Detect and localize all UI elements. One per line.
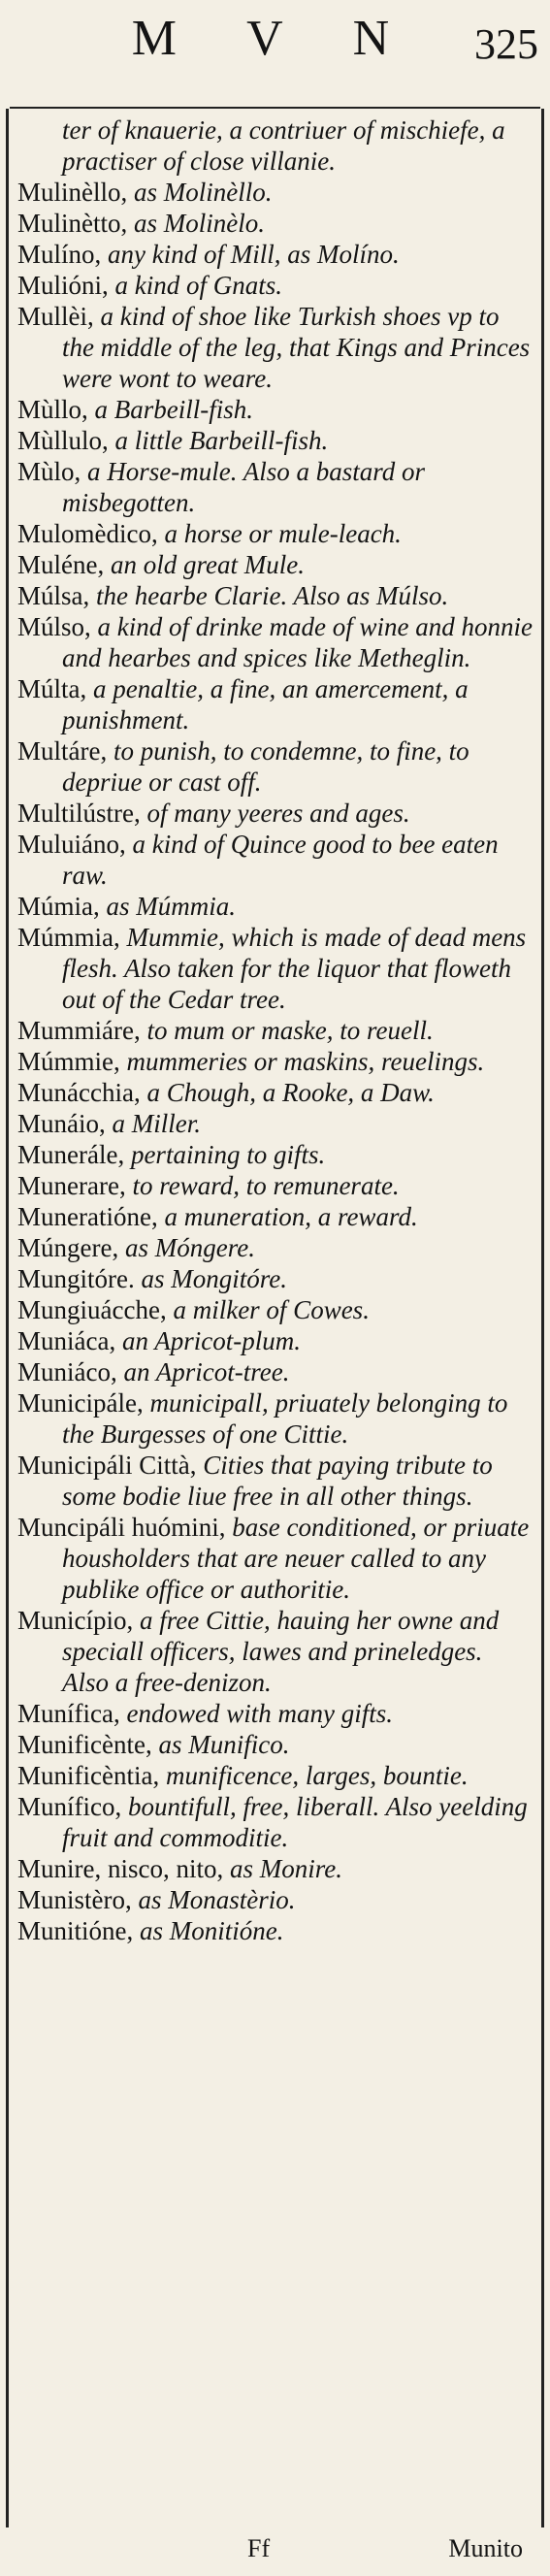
entry-headword: Munífico, — [17, 1792, 122, 1821]
dictionary-entry — [17, 829, 533, 891]
entry-definition: as Múmmia. — [99, 892, 236, 921]
entry-headword: Múlsa, — [17, 581, 90, 610]
entry-definition: a kind of shoe like Turkish shoes vp to the middle of the leg, that Kings and Princes were wont to weare. — [62, 302, 531, 393]
entry-headword: Múlta, — [17, 674, 87, 703]
entry-headword: Múmia, — [17, 892, 100, 921]
dictionary-entry — [17, 1015, 533, 1046]
entry-headword: Mulióni, — [17, 271, 109, 300]
page-footer — [0, 2534, 550, 2573]
entry-definition: as Munifico. — [151, 1730, 290, 1759]
dictionary-entry — [17, 270, 533, 301]
entry-headword: Mullèi, — [17, 302, 94, 331]
entry-column — [17, 114, 533, 1946]
dictionary-entry — [17, 1356, 533, 1387]
entry-headword: Muléne, — [17, 550, 105, 579]
catchword: Munito — [448, 2534, 523, 2562]
entry-headword: Munistèro, — [17, 1885, 132, 1914]
entry-headword: Mùlo, — [17, 457, 81, 486]
entry-headword: Municipále, — [17, 1388, 144, 1418]
entry-definition: an Apricot-tree. — [116, 1357, 290, 1386]
dictionary-entry — [17, 1046, 533, 1077]
entry-definition: a muneration, a reward. — [157, 1202, 418, 1231]
entry-headword: Município, — [17, 1606, 134, 1635]
dictionary-entry — [17, 1450, 533, 1512]
entry-definition: to mum or maske, to reuell. — [140, 1016, 434, 1045]
dictionary-entry — [17, 1915, 533, 1946]
entry-headword: Múlso, — [17, 612, 91, 641]
entry-definition: base conditioned, or priuate housholders that are neuer called to any publike office or authoritie. — [62, 1513, 530, 1604]
running-head: M V N — [131, 11, 419, 66]
entry-definition: as Molinèlo. — [127, 209, 265, 238]
dictionary-entry — [17, 177, 533, 208]
entry-definition: to punish, to condemne, to fine, to depriue or cast off. — [62, 736, 469, 797]
dictionary-entry — [17, 1387, 533, 1450]
entry-headword: Munerále, — [17, 1140, 125, 1169]
entry-headword: Muniáca, — [17, 1326, 116, 1355]
entry-headword: Multáre, — [17, 736, 108, 766]
page-header — [0, 8, 550, 85]
entry-definition: a free Cittie, hauing her owne and speciall officers, lawes and prineledges. Also a free-denizon. — [62, 1606, 500, 1697]
entry-headword: Mulomèdico, — [17, 519, 158, 548]
dictionary-entry — [17, 1884, 533, 1915]
dictionary-entry — [17, 1729, 533, 1760]
entry-headword: Muncipáli huómini, — [17, 1513, 226, 1542]
dictionary-entry — [17, 798, 533, 829]
dictionary-entry — [17, 1201, 533, 1232]
top-rule — [10, 107, 540, 109]
dictionary-entry — [17, 425, 533, 456]
dictionary-entry — [17, 456, 533, 518]
dictionary-entry — [17, 735, 533, 798]
entry-definition: a penaltie, a fine, an amercement, a punishment. — [62, 674, 469, 734]
entry-definition: a Horse-mule. Also a bastard or misbegotten. — [62, 457, 426, 517]
dictionary-entry — [17, 891, 533, 922]
entry-definition: a milker of Cowes. — [166, 1295, 370, 1324]
entry-definition: as Monire. — [223, 1854, 342, 1883]
entry-definition: as Mongitóre. — [134, 1264, 287, 1293]
dictionary-entry — [17, 1263, 533, 1294]
entry-headword: Mulíno, — [17, 240, 102, 269]
entry-headword: Muluiáno, — [17, 830, 126, 859]
entry-headword: Munire, nisco, nito, — [17, 1854, 224, 1883]
dictionary-entry — [17, 239, 533, 270]
dictionary-entry — [17, 1325, 533, 1356]
entry-headword: Múngere, — [17, 1233, 119, 1262]
entry-definition: a kind of drinke made of wine and honnie and hearbes and spices like Metheglin. — [62, 612, 533, 672]
dictionary-entry — [17, 208, 533, 239]
entry-definition: a horse or mule-leach. — [157, 519, 402, 548]
dictionary-entry — [17, 1077, 533, 1108]
dictionary-entry — [17, 611, 533, 673]
entry-definition: to reward, to remunerate. — [125, 1171, 400, 1200]
entry-definition: Cities that paying tribute to some bodie liue free in all other things. — [62, 1451, 493, 1511]
dictionary-entry — [17, 1170, 533, 1201]
dictionary-entry — [17, 1108, 533, 1139]
dictionary-entry — [17, 114, 533, 177]
entry-headword: Multilústre, — [17, 799, 141, 828]
entry-headword: Mungiuácche, — [17, 1295, 167, 1324]
entry-definition: of many yeeres and ages. — [140, 799, 410, 828]
entry-definition: bountifull, free, liberall. Also yeelding fruit and commoditie. — [62, 1792, 528, 1852]
entry-definition: an old great Mule. — [104, 550, 305, 579]
entry-definition: a kind of Quince good to bee eaten raw. — [62, 830, 499, 890]
left-column-rule — [6, 109, 9, 2527]
dictionary-entry — [17, 1139, 533, 1170]
page-number: 325 — [474, 20, 538, 68]
entry-definition: any kind of Mill, as Molíno. — [101, 240, 400, 269]
dictionary-entry — [17, 1853, 533, 1884]
dictionary-entry — [17, 549, 533, 580]
entry-definition: Mummie, which is made of dead mens flesh. Also taken for the liquor that floweth out of the Cedar tree. — [62, 923, 527, 1014]
entry-definition: the hearbe Clarie. Also as Múlso. — [89, 581, 449, 610]
entry-definition: a Chough, a Rooke, a Daw. — [140, 1078, 435, 1107]
dictionary-entry — [17, 580, 533, 611]
dictionary-entry — [17, 1605, 533, 1698]
entry-definition: as Molinèllo. — [127, 178, 273, 207]
entry-headword: Muneratióne, — [17, 1202, 158, 1231]
entry-definition: a Miller. — [105, 1109, 201, 1138]
entry-definition: as Monastèrio. — [131, 1885, 296, 1914]
entry-definition: ter of knauerie, a contriuer of mischiefe, a practiser of close villanie. — [62, 115, 505, 176]
dictionary-entry — [17, 1698, 533, 1729]
entry-headword: Munácchia, — [17, 1078, 141, 1107]
entry-headword: Mùllo, — [17, 395, 88, 424]
dictionary-entry — [17, 394, 533, 425]
entry-definition: a little Barbeill-fish. — [108, 426, 329, 455]
entry-headword: Munáio, — [17, 1109, 106, 1138]
dictionary-entry — [17, 673, 533, 735]
dictionary-entry — [17, 301, 533, 394]
entry-headword: Munitióne, — [17, 1916, 134, 1945]
entry-headword: Mummiáre, — [17, 1016, 141, 1045]
entry-definition: pertaining to gifts. — [124, 1140, 326, 1169]
dictionary-entry — [17, 1791, 533, 1853]
entry-headword: Munificèntia, — [17, 1761, 160, 1790]
dictionary-entry — [17, 1232, 533, 1263]
entry-headword: Munificènte, — [17, 1730, 152, 1759]
entry-definition: a Barbeill-fish. — [87, 395, 254, 424]
dictionary-entry — [17, 922, 533, 1015]
entry-definition: a kind of Gnats. — [108, 271, 283, 300]
dictionary-entry — [17, 518, 533, 549]
entry-definition: endowed with many gifts. — [119, 1699, 393, 1728]
signature-mark: Ff — [247, 2534, 271, 2562]
entry-definition: as Móngere. — [118, 1233, 255, 1262]
entry-headword: Municipáli Città, — [17, 1451, 197, 1480]
entry-headword: Múmmia, — [17, 923, 120, 952]
entry-headword: Munerare, — [17, 1171, 126, 1200]
entry-definition: as Monitióne. — [133, 1916, 284, 1945]
entry-headword: Muniáco, — [17, 1357, 117, 1386]
entry-headword: Mulinètto, — [17, 209, 128, 238]
dictionary-entry — [17, 1294, 533, 1325]
entry-definition: mummeries or maskins, reuelings. — [119, 1047, 485, 1076]
entry-headword: Múmmie, — [17, 1047, 120, 1076]
entry-headword: Munífica, — [17, 1699, 120, 1728]
dictionary-entry — [17, 1512, 533, 1605]
dictionary-entry — [17, 1760, 533, 1791]
entry-definition: munificence, larges, bountie. — [159, 1761, 469, 1790]
entry-definition: municipall, priuately belonging to the Burgesses of one Cittie. — [62, 1388, 508, 1449]
entry-headword: Mungitóre. — [17, 1264, 135, 1293]
right-column-rule — [541, 109, 544, 2527]
entry-definition: an Apricot-plum. — [115, 1326, 301, 1355]
entry-headword: Mùllulo, — [17, 426, 109, 455]
entry-headword: Mulinèllo, — [17, 178, 128, 207]
